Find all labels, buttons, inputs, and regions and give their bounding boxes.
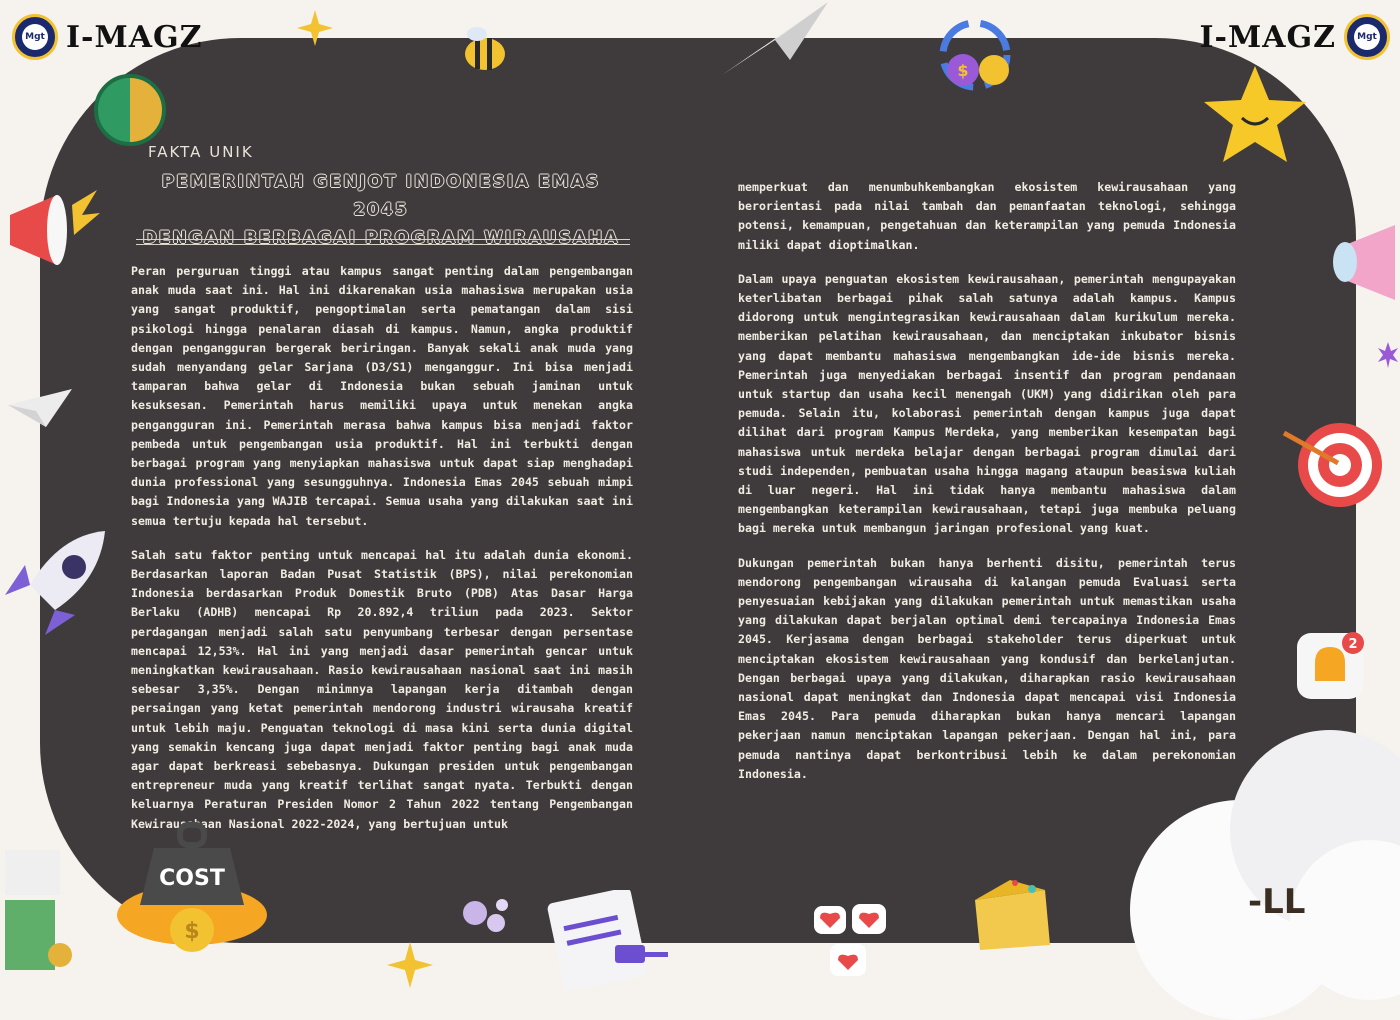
bee-icon	[455, 22, 515, 77]
sparkle-icon	[385, 940, 435, 990]
pink-megaphone-icon	[1305, 205, 1400, 305]
target-icon	[1278, 415, 1388, 515]
globe-coin-icon	[90, 70, 170, 150]
document-gavel-icon	[545, 890, 670, 990]
money-exchange-icon	[928, 15, 1023, 95]
megaphone-icon	[2, 185, 102, 275]
article-kicker: FAKTA UNIK	[148, 143, 254, 161]
notification-badge: 2	[1348, 637, 1358, 652]
dollar-symbol: $	[184, 919, 200, 944]
brand-name: I-MAGZ	[66, 19, 203, 55]
title-line-2: DENGAN BERBAGAI PROGRAM WIRAUSAHA	[142, 228, 620, 248]
notification-bell-icon	[1295, 625, 1370, 705]
cost-label: COST	[159, 866, 225, 891]
money-stack-icon	[0, 845, 75, 975]
smiling-star-icon	[1200, 62, 1310, 167]
article-column-right	[738, 178, 1236, 799]
dollar-symbol: $	[957, 61, 969, 80]
heart-bubbles-icon	[812, 900, 892, 980]
bubbles-icon	[460, 895, 515, 940]
cost-weight-icon	[112, 820, 272, 960]
paragraph: Peran perguruan tinggi atau kampus sangat penting dalam pengembangan anak muda saat ini. Hal ini dikarenakan usia mahasiswa merupakan usia yang sangat produktif, pengoptimalan serta pematangan dalam sisi psikologi hingga penalaran diasah di kampus. Namun, angka produktif dengan pengangguran bergerak beriringan. Banyak sekali anak muda yang sudah menyandang gelar Sarjana (D3/S1) menganggur. Ini bisa menjadi tamparan bahwa gelar di Indonesia bukan sebuah jaminan untuk kesuksesan. Pemerintah harus memiliki upaya untuk menekan angka pengangguran ini. Pemerintah merasa bahwa kampus bisa menjadi faktor pembeda untuk pengembangan usia produktif. Hal ini terbukti dengan berbagai program yang menyiapkan mahasiswa untuk dapat siap menghadapi dunia professional yang sesungguhnya. Indonesia Emas 2045 sebuah mimpi bagi Indonesia yang WAJIB tercapai. Semua usaha yang dilakukan saat ini semua tertuju kepada hal tersebut.	[131, 264, 633, 528]
paper-plane-icon	[720, 0, 830, 80]
author-signature: -LL	[1248, 882, 1306, 922]
small-paper-plane-icon	[6, 385, 74, 430]
title-line-1: PEMERINTAH GENJOT INDONESIA EMAS 2045	[161, 172, 601, 220]
sparkle-icon	[295, 8, 335, 48]
gift-box-icon	[970, 875, 1060, 955]
brand-name: I-MAGZ	[1199, 19, 1336, 55]
flower-sparkle-icon	[1376, 340, 1400, 370]
brand-header-right	[1200, 14, 1391, 60]
paragraph: Dalam upaya penguatan ekosistem kewirausahaan, pemerintah mengupayakan keterlibatan berbagai pihak salah satunya adalah kampus. Kampus didorong untuk mengintegrasikan kewirausahaan dalam kurikulum mereka. memberikan pelatihan kewirausahaan, dan menciptakan inkubator bisnis yang dapat membantu mahasiswa mengembangkan ide-ide bisnis mereka. Pemerintah juga menyediakan berbagai insentif dan program pendanaan untuk startup dan usaha kecil menengah (UKM) yang didirikan oleh para pemuda. Selain itu, kolaborasi pemerintah dengan kampus juga dapat dilihat dari program Kampus Merdeka, yang memberikan kesempatan bagi mahasiswa untuk merdeka belajar dengan berbagai program dimulai dari studi independen, pembuatan usaha hingga magang ataupun beasiswa kuliah di luar negeri. Hal ini tidak hanya membantu mahasiswa dalam mengembangkan keterampilan kewirausahaan, tetapi juga membuka peluang bagi mereka untuk membangun jaringan profesional yang kuat.	[738, 271, 1236, 536]
rocket-icon	[0, 525, 115, 645]
magazine-logo-icon: Mgt	[12, 14, 58, 60]
brand-header-left	[12, 14, 203, 60]
paragraph: memperkuat dan menumbuhkembangkan ekosistem kewirausahaan yang berorientasi pada nilai tambah dan pemanfaatan teknologi, sehingga potensi, kemampuan, pengetahuan dan keterampilan yang pemuda Indonesia miliki dapat dioptimalkan.	[738, 180, 1236, 252]
paragraph: Salah satu faktor penting untuk mencapai hal itu adalah dunia ekonomi. Berdasarkan laporan Badan Pusat Statistik (BPS), nilai perekonomian Indonesia berdasarkan Produk Domestik Bruto (PDB) Atas Dasar Harga Berlaku (ADHB) mencapai Rp 20.892,4 triliun pada 2023. Sektor perdagangan menjadi salah satu penyumbang terbesar dengan persentase mencapai 12,53%. Hal ini yang menjadi dasar pemerintah gencar untuk meningkatkan kewirausahaan. Rasio kewirausahaan nasional saat ini masih sebesar 3,35%. Dengan minimnya lapangan kerja ditambah dengan persaingan yang ketat pemerintah mendorong industri wirausaha kreatif untuk lebih maju. Penguatan teknologi di masa kini serta dunia digital yang semakin kencang juga dapat menjadi faktor penting bagi anak muda agar dapat berkreasi sebebasnya. Dukungan presiden untuk pengembangan entrepreneur muda yang kreatif terlihat sangat nyata. Terbukti dengan keluarnya Peraturan Presiden Nomor 2 Tahun 2022 tentang Pengembangan Kewirausahaan Nasional 2022-2024, yang bertujuan untuk	[131, 547, 633, 831]
article-column-left	[131, 262, 633, 849]
paragraph: Dukungan pemerintah bukan hanya berhenti disitu, pemerintah terus mendorong pengembangan wirausaha di kalangan pemuda Evaluasi serta penyesuaian kebijakan yang dilakukan pemerintah untuk memastikan usaha yang dilakukan dapat berjalan optimal demi tercapainya Indonesia Emas 2045. Kerjasama dengan berbagai stakeholder terus diperkuat untuk menciptakan ekosistem kewirausahaan yang kondusif dan berkelanjutan. Dengan berbagai upaya yang dilakukan, diharapkan rasio kewirausahaan nasional dapat meningkat dan Indonesia dapat mencapai visi Indonesia Emas 2045. Para pemuda diharapkan bukan hanya mencari lapangan pekerjaan namun menciptakan lapangan pekerjaan. Dengan hal ini, para pemuda nantinya dapat berkontribusi lebih ke dalam perekonomian Indonesia.	[738, 555, 1236, 781]
magazine-logo-icon: Mgt	[1344, 14, 1390, 60]
title-divider	[136, 239, 630, 245]
